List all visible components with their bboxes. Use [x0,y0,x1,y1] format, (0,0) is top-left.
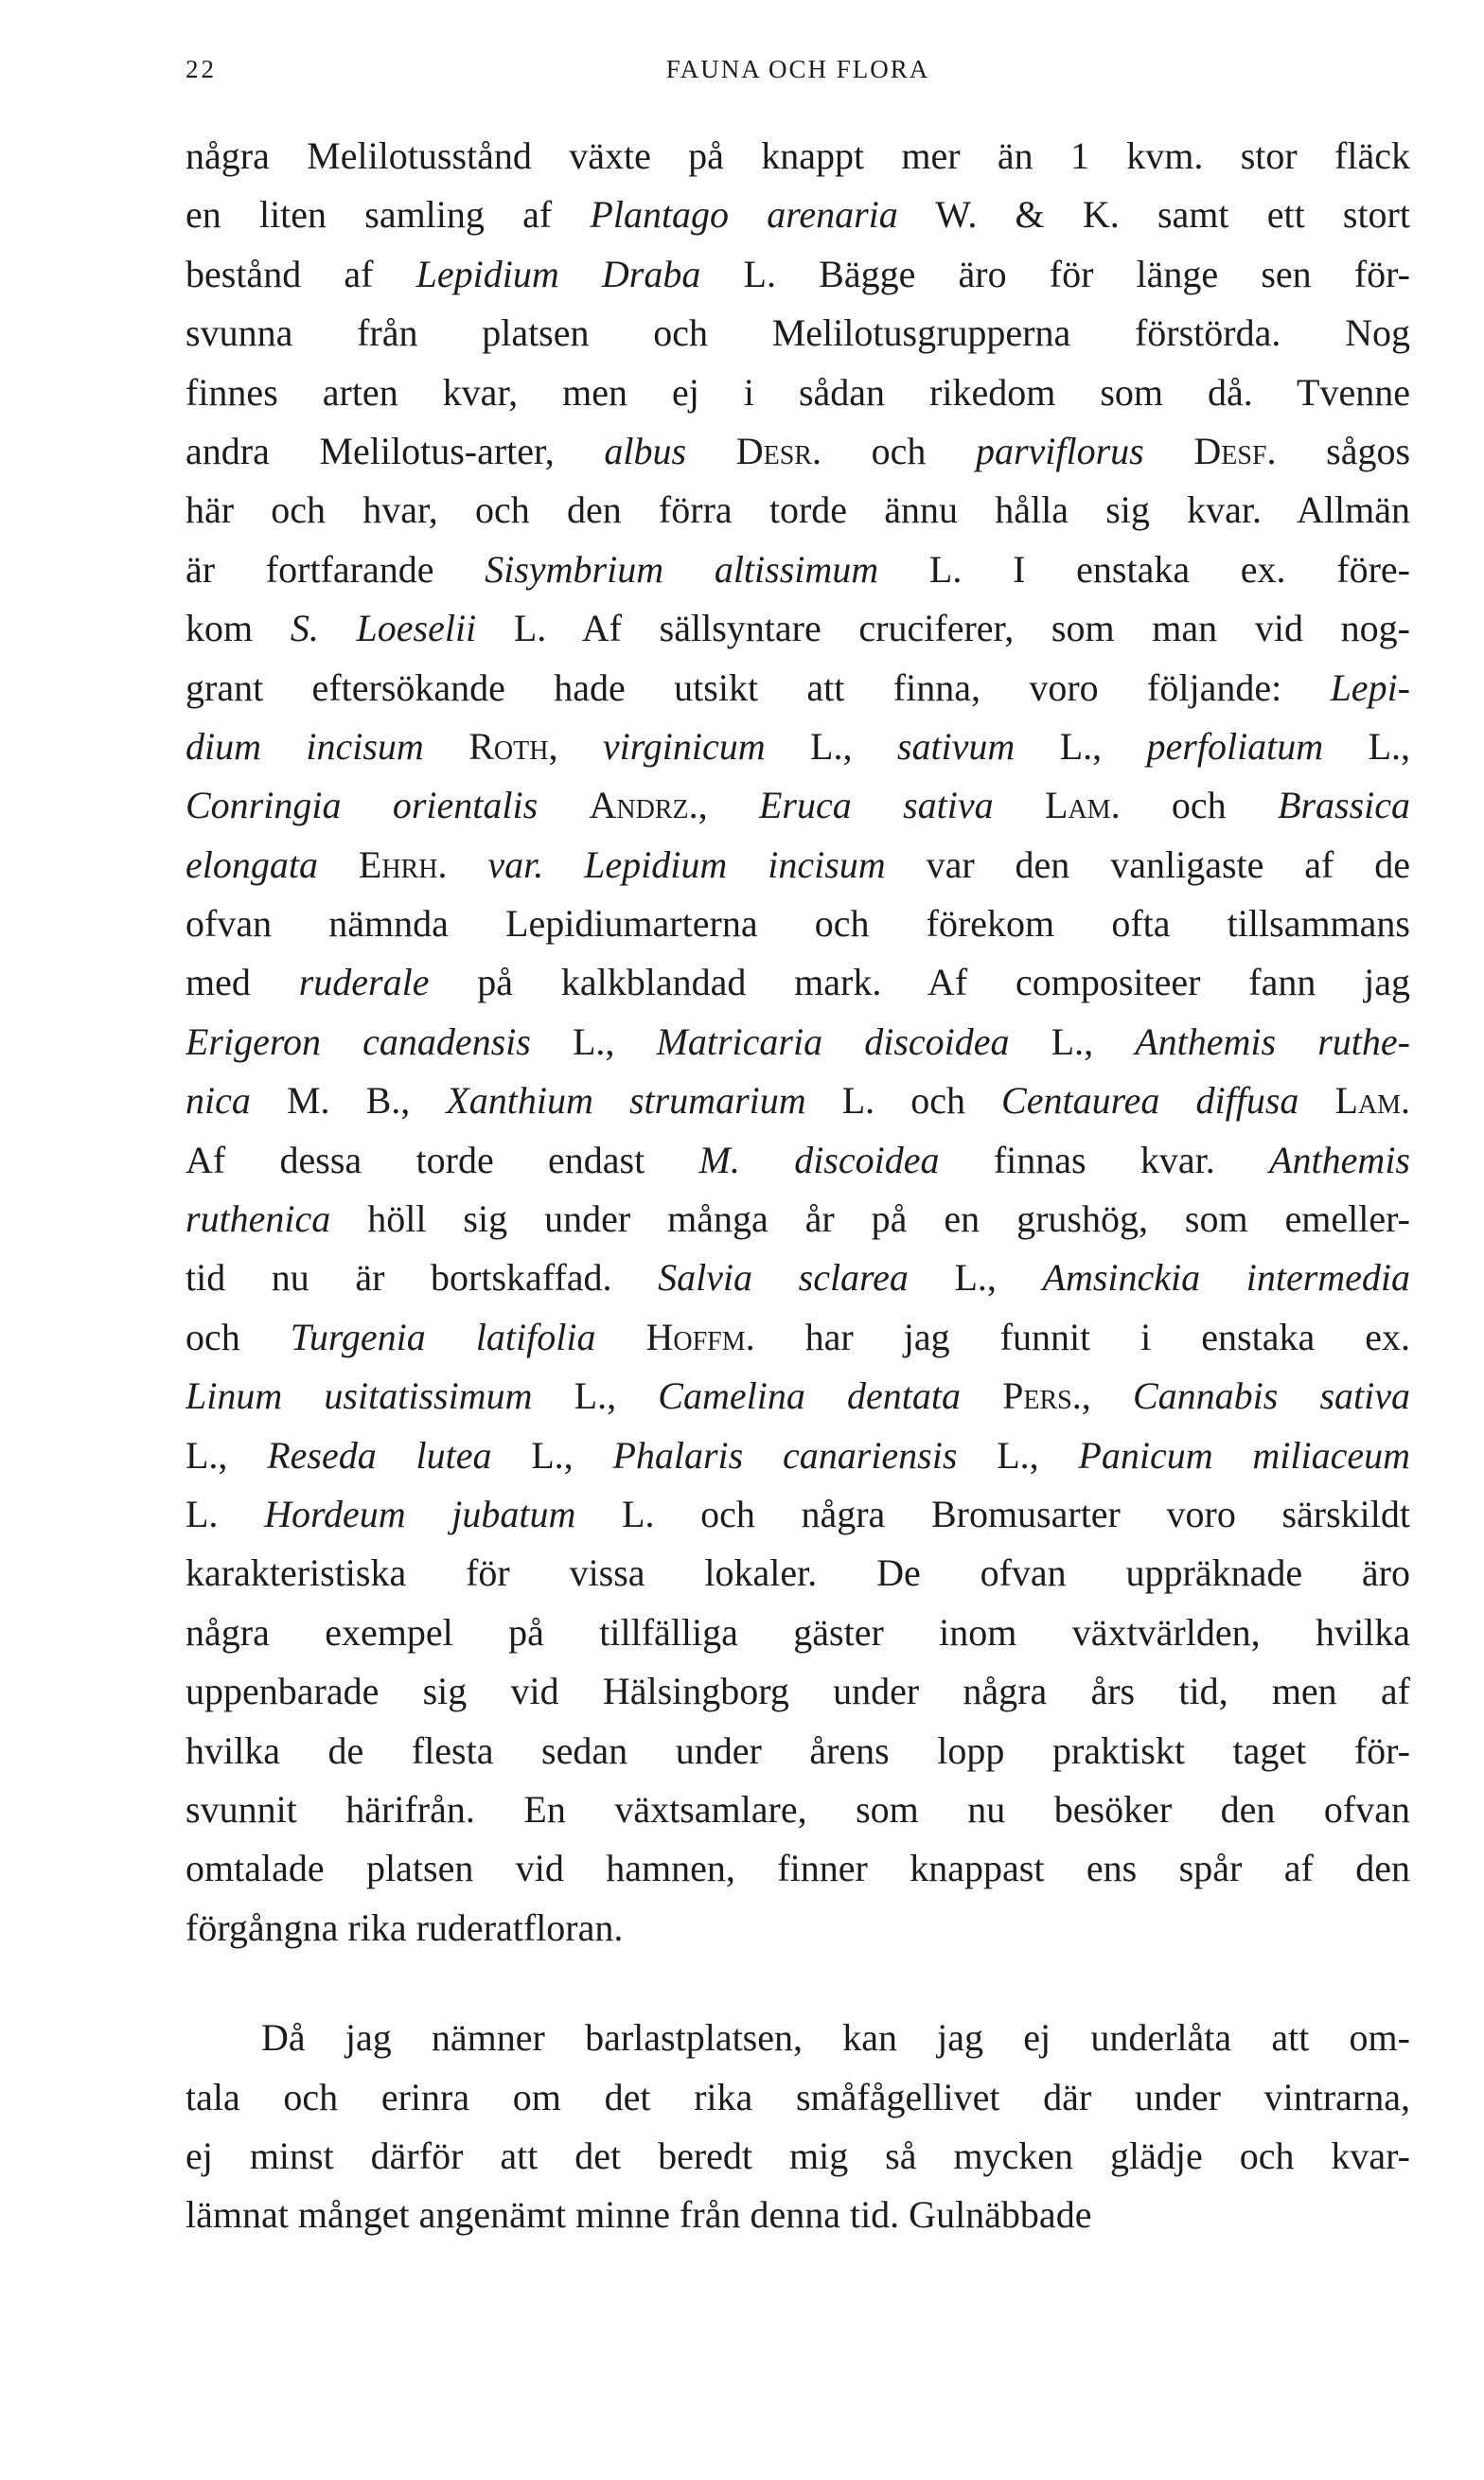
italic-text: Lepi- [1330,665,1410,709]
italic-text: Turgenia latifolia [290,1315,596,1358]
text-run: var den vanligaste af de [885,842,1410,886]
text-run: andra Melilotus-arter, [186,429,605,472]
text-line [186,1190,1410,1249]
text-line [186,1780,1410,1839]
text-line [186,1839,1410,1898]
text-run [686,430,736,472]
text-line [186,1013,1410,1072]
text-line [186,1544,1410,1603]
italic-text: S. Loeselii [290,607,477,650]
text-run: Då jag nämner barlastplatsen, kan jag ej underlåta att om- [186,2016,1410,2060]
text-line [186,1485,1410,1544]
text-run: L. och några Bromusarter voro särskildt [575,1492,1410,1535]
text-line [186,422,1410,481]
text-run: ., [688,784,759,827]
text-run: L., [530,1019,657,1063]
text-line [186,1899,1410,1957]
text-run: svunna från platsen och Melilotusgrupperna förstörda. Nog [186,311,1410,355]
italic-text: Erigeron canadensis [186,1019,531,1063]
italic-text: dium incisum [186,724,424,768]
italic-text: Salvia sclarea [658,1256,909,1300]
text-run: finnes arten kvar, men ej i sådan rikedom som då. Tvenne [186,370,1410,414]
italic-text: Phalaris canariensis [612,1433,958,1477]
text-line [186,776,1410,835]
italic-text: Brassica [1278,784,1410,827]
italic-text: Anthemis [1269,1138,1410,1181]
text-run: . och [1110,784,1279,827]
text-run: L. Af sällsyntare cruciferer, som man vid nog- [476,607,1410,650]
italic-text: var. Lepidium incisum [487,842,886,886]
text-line [186,304,1410,363]
text-line [186,1072,1410,1130]
italic-text: Sisymbrium altissimum [485,547,879,591]
text-line [186,2127,1410,2186]
text-line [186,186,1410,244]
text-run: Af dessa torde endast [186,1138,699,1181]
text-run [318,843,359,886]
text-run: uppenbarade sig vid Hälsingborg under några års tid, men af [186,1670,1410,1713]
text-run: här och hvar, och den förra torde ännu hålla sig kvar. Allmän [186,488,1410,532]
text-run: ofvan nämnda Lepidiumarterna och förekom ofta tillsammans [186,902,1410,946]
text-line [186,1249,1410,1307]
text-run: L., [491,1433,613,1477]
text-run [424,725,468,768]
text-line [186,2068,1410,2127]
text-line [186,127,1410,186]
text-line [186,1603,1410,1662]
text-line [186,1367,1410,1426]
text-run: . [437,842,488,886]
page-number: 22 [186,55,217,83]
text-run: , [548,724,603,768]
text-line [186,599,1410,658]
text-run: W. & K. samt ett stort [897,193,1410,237]
text-run: L., [957,1433,1079,1477]
italic-text: Camelina dentata [658,1374,961,1418]
text-run: tid nu är bortskaffad. [186,1256,659,1300]
text-line [186,1426,1410,1485]
text-run: . [1401,1079,1410,1123]
text-run: lämnat månget angenämt minne från denna tid. Gulnäbbade [186,2193,1092,2237]
italic-text: sativum [896,724,1016,768]
text-run: svunnit härifrån. En växtsamlare, som nu besöker den ofvan [186,1787,1410,1831]
text-run: M. B., [250,1079,447,1123]
running-head: FAUNA OCH FLORA [665,55,930,83]
text-run: . och [811,429,976,472]
text-run [538,784,589,826]
italic-text: Xanthium strumarium [446,1079,806,1123]
text-run: kom [186,607,291,650]
italic-text: Centaurea diffusa [1001,1079,1299,1123]
text-run: L. Bägge äro för länge sen för- [700,252,1410,295]
text-run: några Melilotusstånd växte på knappt mer än 1 kvm. stor fläck [186,134,1410,177]
italic-text: M. discoidea [698,1138,940,1181]
italic-text: ruderale [298,961,430,1004]
text-run [1298,1079,1334,1122]
text-run [1144,430,1194,472]
text-line [186,2009,1410,2067]
text-run [994,784,1045,826]
text-run: . har jag funnit i enstaka ex. [745,1315,1410,1358]
page-header [186,55,1410,93]
body-text [186,127,1410,2245]
text-run: förgångna rika ruderatfloran. [186,1905,624,1949]
italic-text: Reseda lutea [267,1433,492,1477]
text-run: L. och [805,1079,1002,1123]
smallcaps-text: Lam [1045,784,1111,827]
text-run: hvilka de flesta sedan under årens lopp praktiskt taget för- [186,1728,1410,1772]
text-line [186,540,1410,599]
text-run: på kalkblandad mark. Af compositeer fann jag [429,961,1410,1004]
smallcaps-text: Roth [468,724,549,768]
text-run: bestånd af [186,252,416,295]
smallcaps-text: Pers [1002,1374,1072,1418]
text-line [186,363,1410,422]
italic-text: Eruca sativa [759,784,994,827]
smallcaps-text: Lam [1334,1079,1402,1123]
text-run: några exempel på tillfälliga gäster inom växtvärlden, hvilka [186,1610,1410,1654]
text-run: L., [532,1374,659,1418]
italic-text: ruthenica [186,1197,331,1241]
text-line [186,481,1410,540]
smallcaps-text: Desr [735,429,812,472]
text-run: L. I enstaka ex. före- [878,547,1410,591]
text-run: omtalade platsen vid hamnen, finner knappast ens spår af den [186,1847,1410,1890]
text-line [186,717,1410,776]
text-line [186,953,1410,1012]
italic-text: albus [604,429,687,472]
text-run [961,1374,1002,1417]
italic-text: elongata [186,842,318,886]
text-line [186,1308,1410,1367]
italic-text: Amsinckia intermedia [1042,1256,1410,1300]
text-run: ej minst därför att det beredt mig så mycken glädje och kvar- [186,2134,1410,2177]
text-line [186,659,1410,717]
text-run: L., [186,1433,268,1477]
text-line [186,836,1410,895]
italic-text: Anthemis ruthe- [1135,1019,1410,1063]
smallcaps-text: Desf [1193,429,1267,472]
text-line [186,2186,1410,2244]
text-run: tala och erinra om det rika småfågellivet där under vintrarna, [186,2075,1410,2118]
text-line [186,1722,1410,1780]
text-run: . sågos [1266,429,1410,472]
italic-text: Conringia orientalis [186,784,539,827]
italic-text: Panicum miliaceum [1078,1433,1410,1477]
italic-text: parviflorus [975,429,1144,472]
text-run: karakteristiska för vissa lokaler. De ofvan uppräknade äro [186,1551,1410,1595]
italic-text: Plantago arenaria [590,193,898,237]
italic-text: Hordeum jubatum [264,1492,576,1535]
text-run: L., [1323,724,1410,768]
text-line [186,245,1410,304]
text-run: grant eftersökande hade utsikt att finna, voro följande: [186,665,1331,709]
text-run [595,1316,645,1358]
text-run: L., [765,724,897,768]
text-run: finnas kvar. [939,1138,1270,1181]
italic-text: Linum usitatissimum [186,1374,533,1418]
text-run: höll sig under många år på en grushög, som emeller- [330,1197,1410,1241]
smallcaps-text: Ehrh [358,842,438,886]
text-run: med [186,961,299,1004]
paragraph [186,127,1410,1957]
text-run: L. [186,1492,265,1535]
italic-text: perfoliatum [1146,724,1324,768]
paragraph [186,2009,1410,2245]
paragraph-gap [186,1957,1410,2009]
text-line [186,895,1410,953]
italic-text: Matricaria discoidea [656,1019,1010,1063]
italic-text: Lepidium Draba [415,252,701,295]
italic-text: Cannabis sativa [1132,1374,1410,1418]
text-line [186,1662,1410,1721]
text-run: L., [1015,724,1147,768]
text-run: en liten samling af [186,193,591,237]
smallcaps-text: Andrz [589,784,689,827]
smallcaps-text: Hoffm [645,1315,746,1358]
italic-text: nica [186,1079,251,1123]
text-run: ., [1071,1374,1133,1418]
text-run: L., [1009,1019,1136,1063]
text-run: och [186,1315,291,1358]
text-run: L., [908,1256,1043,1300]
text-line [186,1131,1410,1190]
italic-text: virginicum [602,724,766,768]
text-run: är fortfarande [186,547,486,591]
